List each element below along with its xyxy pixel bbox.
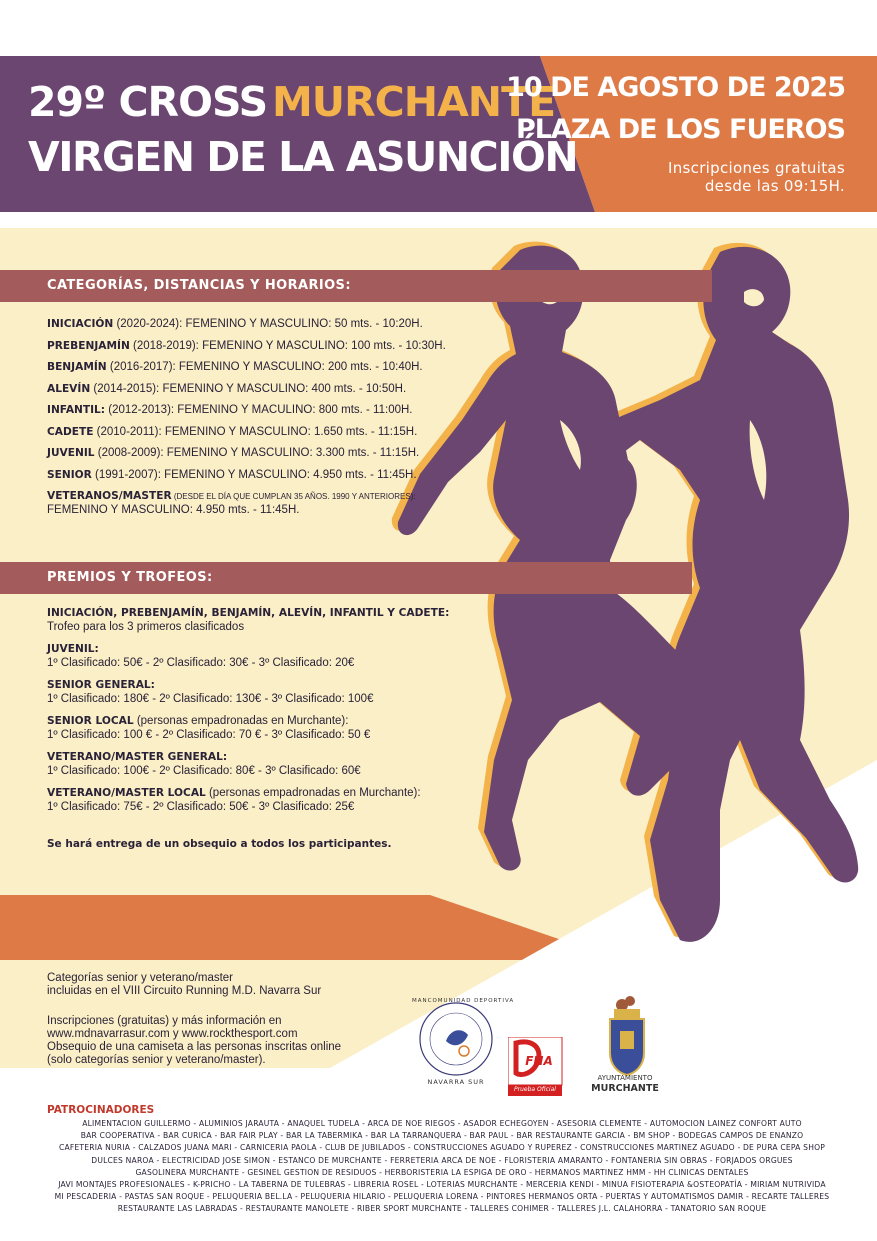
category-detail: (2014-2015): FEMENINO Y MASCULINO: 400 mts. - 10:50H. [90,382,407,395]
prizes-list [47,606,449,822]
sponsor-line: JAVI MONTAJES PROFESIONALES - K-PRICHO - LA TABERNA DE TULEBRAS - LIBRERIA ROSEL - LOTERIAS MURCHANTE - MERCERIA KENDI - MINUA FISIOTERAPIA &OSTEOPATÍA - MIRIAM NUTRIVIDA [58,1180,826,1190]
registration-line-1: Inscripciones gratuitas [668,159,845,177]
title-virgen: VIRGEN DE LA ASUNCIÓN [28,133,578,181]
category-row [47,468,446,490]
prize-line: 1º Clasificado: 50€ - 2º Clasificado: 30€ - 3º Clasificado: 20€ [47,657,355,669]
categories-heading: CATEGORÍAS, DISTANCIAS Y HORARIOS: [47,278,351,293]
prize-line: 1º Clasificado: 100€ - 2º Clasificado: 80€ - 3º Clasificado: 60€ [47,765,361,777]
prizes-band [0,562,692,594]
prize-block [47,750,449,778]
info-line: Obsequio de una camiseta a las personas inscritas online [47,1041,342,1053]
category-detail: (2018-2019): FEMENINO Y MASCULINO: 100 mts. - 10:30H. [129,339,446,352]
category-detail: (2020-2024): FEMENINO Y MASCULINO: 50 mts. - 10:20H. [113,318,423,330]
veteran-detail: FEMENINO Y MASCULINO: 4.950 mts. - 11:45H. [47,504,300,516]
info-line: (solo categorías senior y veterano/master). [47,1054,266,1066]
category-name: JUVENIL [47,447,95,459]
prize-block [47,786,449,814]
circuit-info [47,972,321,998]
event-date: 10 DE AGOSTO DE 2025 [506,72,845,103]
prize-line: 1º Clasificado: 75€ - 2º Clasificado: 50€ - 3º Clasificado: 25€ [47,801,355,813]
category-row [47,382,446,404]
category-row [47,339,446,361]
md-logo-caption-top: MANCOMUNIDAD DEPORTIVA [412,998,515,1004]
prize-line: 1º Clasificado: 180€ - 2º Clasificado: 130€ - 3º Clasificado: 100€ [47,693,374,705]
category-detail: (2016-2017): FEMENINO Y MASCULINO: 200 mts. - 10:40H. [106,361,423,373]
category-name: VETERANOS/MASTER [47,490,172,502]
category-row [47,317,446,339]
info-links: www.mdnavarrasur.com y www.rockthesport.com [47,1028,298,1040]
info-line: Inscripciones (gratuitas) y más información en [47,1015,282,1027]
category-detail: (2010-2011): FEMENINO Y MASCULINO: 1.650 mts. - 11:15H. [93,425,418,438]
title-cross: 29º CROSS [28,78,268,126]
category-name: INFANTIL: [47,404,106,416]
md-logo-caption-bottom: NAVARRA SUR [427,1078,485,1086]
category-row [47,425,446,447]
prize-line: Trofeo para los 3 primeros clasificados [47,621,245,633]
prizes-heading: PREMIOS Y TROFEOS: [47,570,213,585]
sponsor-line: DULCES NAROA - ELECTRICIDAD JOSE SIMON - ESTANCO DE MURCHANTE - FERRETERIA ARCA DE NOE - FLORISTERIA AMARANTO - FONTANERIA SIN OBRAS - FORJADOS ORGUES [91,1155,793,1165]
category-detail: (2012-2013): FEMENINO Y MACULINO: 800 mts. - 11:00H. [105,404,413,416]
gift-notice: Se hará entrega de un obsequio a todos los participantes. [47,838,392,850]
category-name: PREBENJAMÍN [47,339,130,352]
title-murchante: MURCHANTE [272,78,556,126]
ayto-caption-2: MURCHANTE [591,1083,659,1094]
circuit-line: incluidas en el VIII Circuito Running M.D. Navarra Sur [47,985,322,997]
prize-title: SENIOR LOCAL [47,715,134,727]
category-row [47,360,446,382]
category-row [47,403,446,425]
category-name: ALEVÍN [47,382,91,395]
prize-title: VETERANO/MASTER LOCAL [47,787,206,799]
category-name: INICIACIÓN [47,318,114,330]
prize-block [47,642,449,670]
bottom-orange-stripe [0,895,620,960]
categories-list [47,317,446,525]
prize-title: SENIOR GENERAL: [47,679,155,691]
veteran-row [47,489,446,503]
circuit-line: Categorías senior y veterano/master [47,972,234,984]
fna-logo-caption: Prueba Oficial [514,1086,556,1093]
prize-line: 1º Clasificado: 100 € - 2º Clasificado: 70 € - 3º Clasificado: 50 € [47,729,371,741]
category-name: SENIOR [47,468,92,481]
sponsors-heading: PATROCINADORES [47,1104,155,1116]
sponsor-line: ALIMENTACION GUILLERMO - ALUMINIOS JARAUTA - ANAQUEL TUDELA - ARCA DE NOE RIEGOS - ASADOR ECHEGOYEN - ASESORIA CLEMENTE - AUTOMOCION LAINEZ CONFORT AUTO [82,1119,802,1128]
event-place: PLAZA DE LOS FUEROS [515,114,845,145]
prize-title: INICIACIÓN, PREBENJAMÍN, BENJAMÍN, ALEVÍN, INFANTIL Y CADETE: [47,607,450,619]
prize-block [47,606,449,634]
categories-band [0,270,712,302]
prize-title: VETERANO/MASTER GENERAL: [47,751,228,763]
logos-area [410,995,870,1105]
registration-line-2: desde las 09:15H. [704,177,845,195]
sponsor-line: MI PESCADERIA - PASTAS SAN ROQUE - PELUQUERIA BEL.LA - PELUQUERIA HILARIO - PELUQUERIA LORENA - PINTORES HERMANOS ORTA - PUERTAS Y AUTOMATISMOS DAMIR - RECARTE TALLERES [54,1192,830,1202]
fna-logo-text: FNA [525,1054,553,1068]
category-name: CADETE [47,425,94,438]
sponsors-list [47,1118,837,1216]
sponsor-line: GASOLINERA MURCHANTE - GESINEL GESTION DE RESIDUOS - HERBORISTERIA LA ESPIGA DE ORO - HERMANOS MARTINEZ HMM - HH CLINICAS DENTALES [135,1167,749,1177]
sponsor-line: CAFETERIA NURIA - CALZADOS JUANA MARI - CARNICERIA PAOLA - CLUB DE JUBILADOS - CONSTRUCCIONES AGUADO Y RUPEREZ - CONSTRUCCIONES MARTINEZ AGUADO - DE PURA CEPA SHOP [58,1143,826,1153]
prize-note: (personas empadronadas en Murchante): [205,787,421,799]
category-detail: (1991-2007): FEMENINO Y MASCULINO: 4.950 mts. - 11:45H. [91,468,417,481]
category-row [47,446,446,468]
prize-block [47,714,449,742]
prize-block [47,678,449,706]
veteran-note: (DESDE EL DÍA QUE CUMPLAN 35 AÑOS. 1990 Y ANTERIORES): [171,492,416,501]
prize-note: (personas empadronadas en Murchante): [133,715,349,727]
registration-info [47,1015,341,1067]
murchante-coat-of-arms [602,995,652,1077]
prize-title: JUVENIL: [47,643,99,655]
sponsor-line: BAR COOPERATIVA - BAR CURICA - BAR FAIR PLAY - BAR LA TABERMIKA - BAR LA TARRANQUERA - BAR PAUL - BAR RESTAURANTE GARCIA - BM SHOP - BODEGAS CAMPOS DE ENANZO [80,1131,804,1141]
category-detail: (2008-2009): FEMENINO Y MASCULINO: 3.300 mts. - 11:15H. [94,447,420,459]
md-navarra-sur-logo [416,995,496,1087]
category-name: BENJAMÍN [47,361,107,373]
sponsor-line: RESTAURANTE LAS LABRADAS - RESTAURANTE MANOLETE - RIBER SPORT MURCHANTE - TALLERES COHIMER - TALLERES J.L. CALAHORRA - TANATORIO SAN ROQUE [117,1204,767,1214]
ayto-caption-1: AYUNTAMIENTO [597,1074,653,1082]
